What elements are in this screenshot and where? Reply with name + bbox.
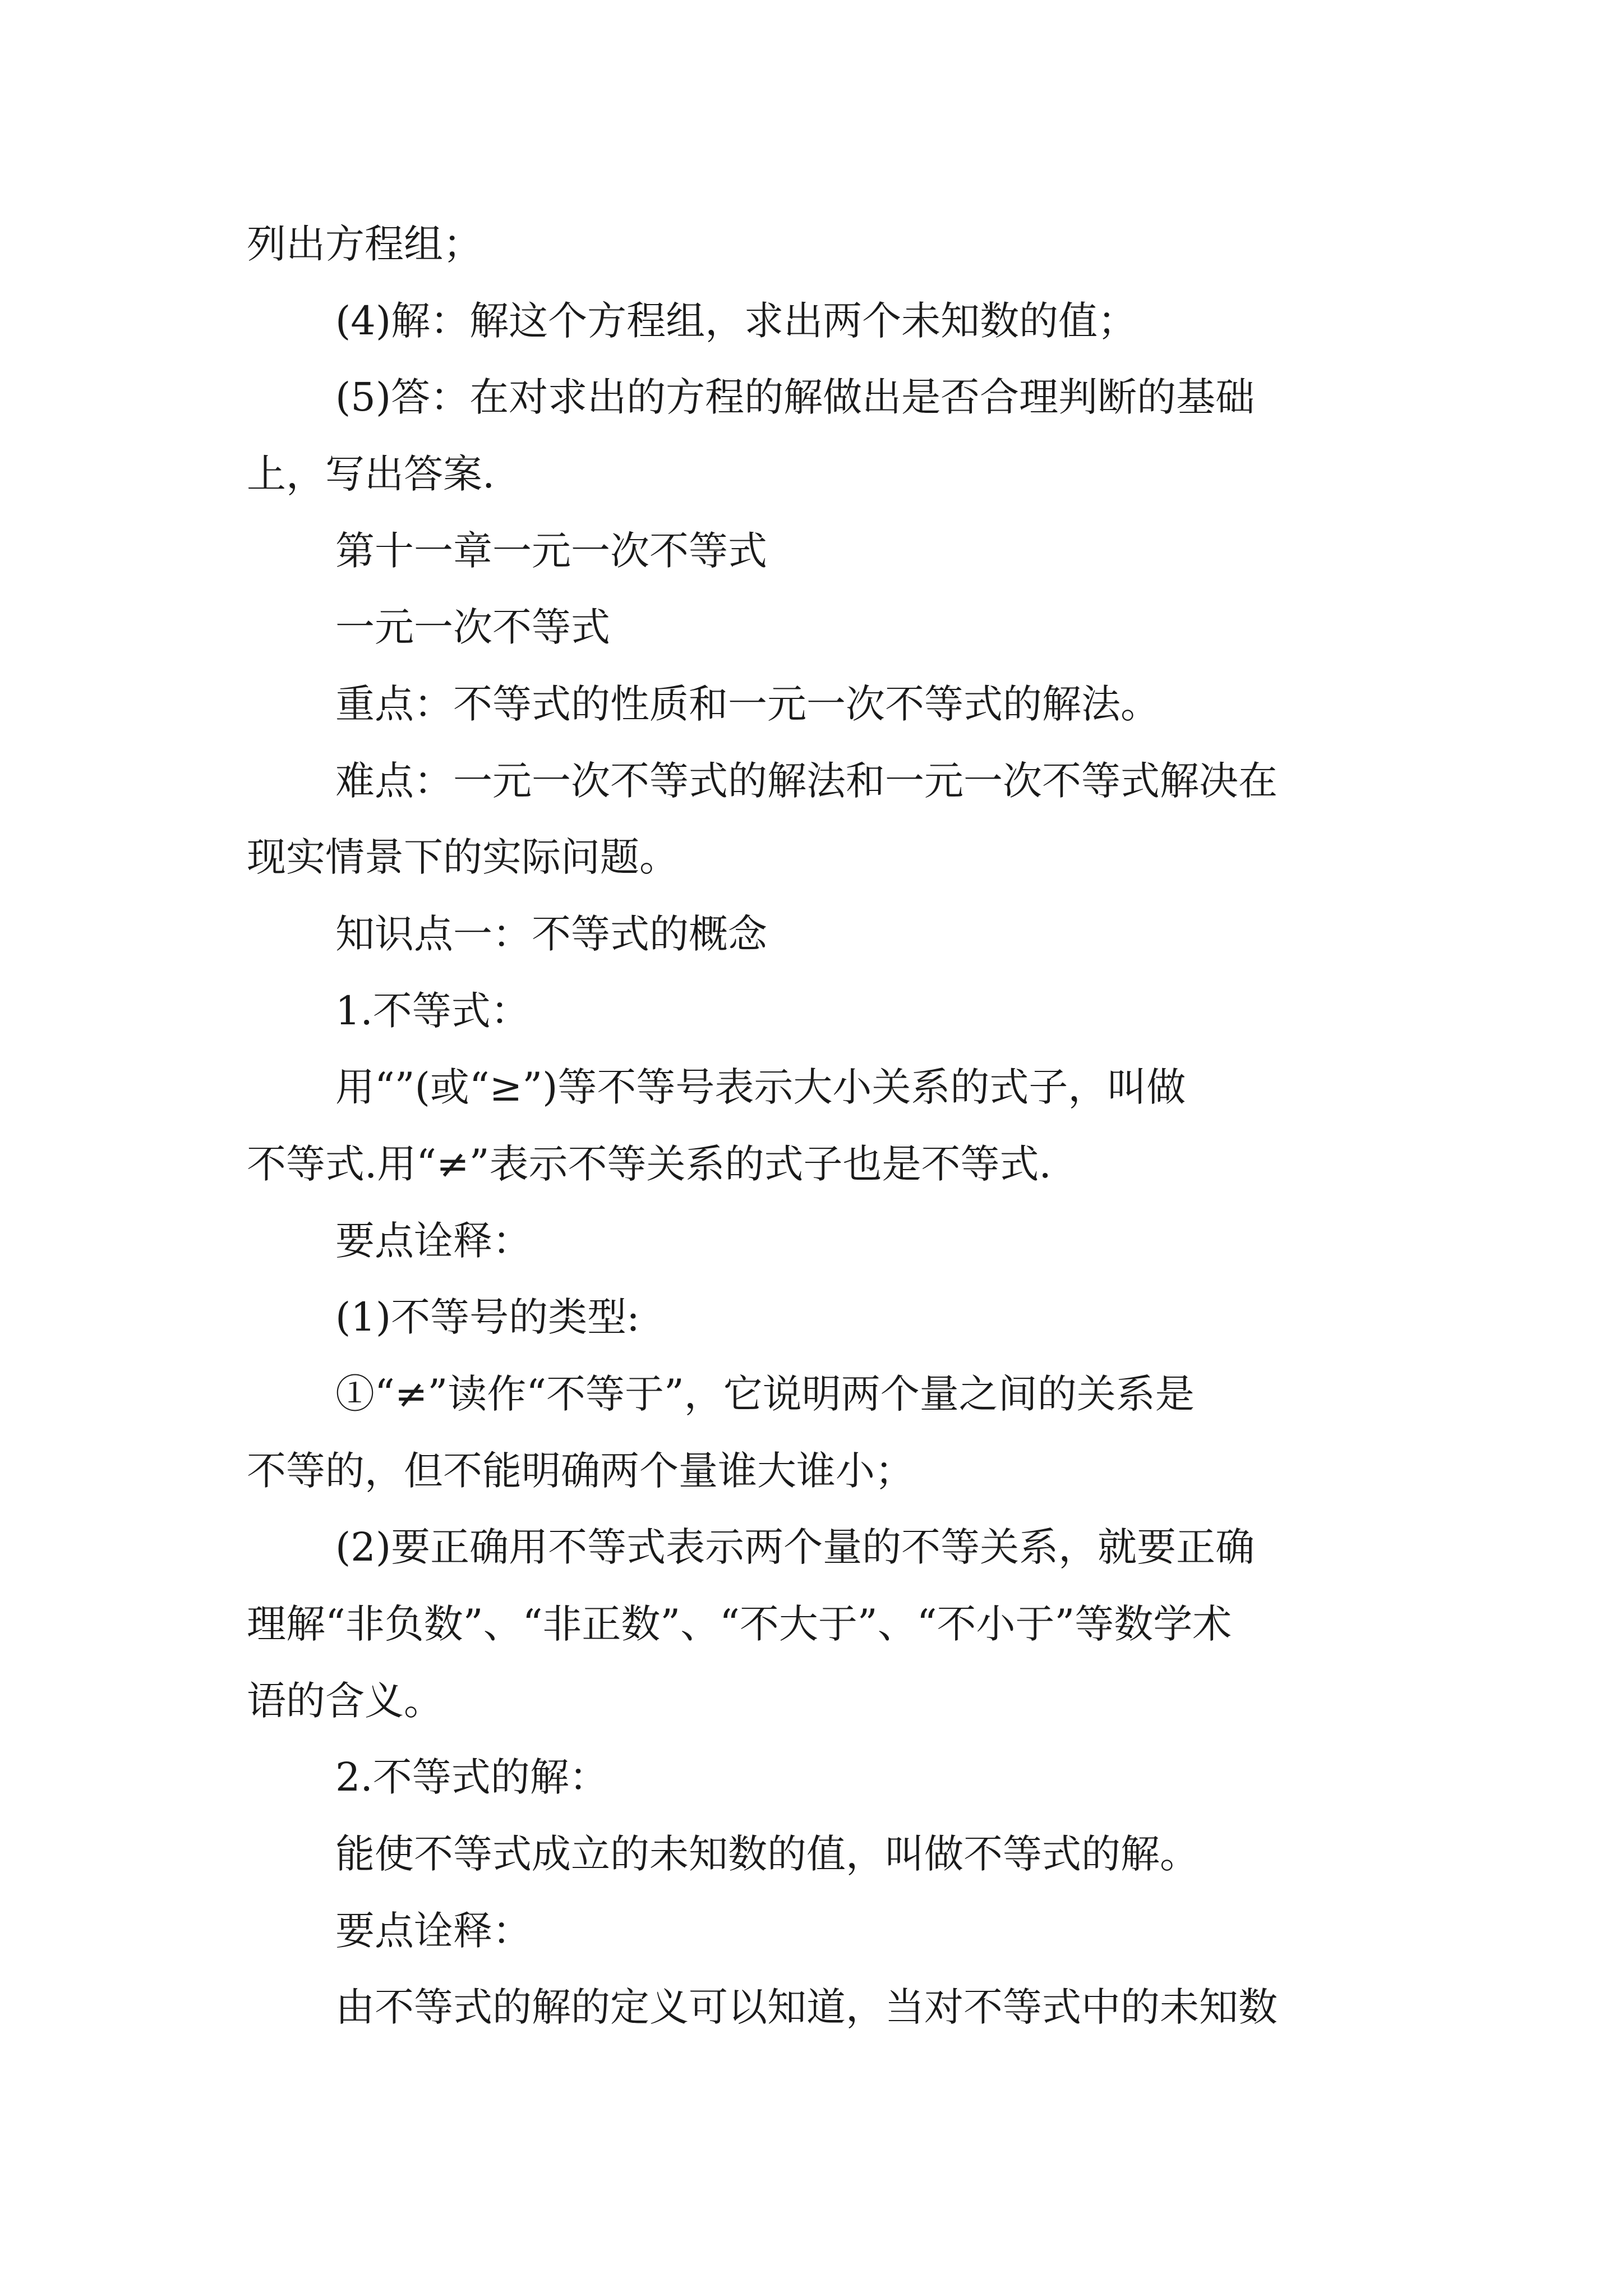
text-line: 现实情景下的实际问题。 — [247, 834, 679, 880]
text-line: (1)不等号的类型: — [335, 1294, 640, 1340]
text-line: 语的含义。 — [247, 1678, 443, 1724]
text-line: (2)要正确用不等式表示两个量的不等关系，就要正确 — [335, 1524, 1255, 1570]
text-line: 要点诠释： — [335, 1908, 532, 1954]
text-line: 要点诠释： — [335, 1218, 532, 1264]
text-line: 能使不等式成立的未知数的值，叫做不等式的解。 — [335, 1831, 1199, 1877]
chapter-title: 第十一章一元一次不等式 — [335, 528, 767, 574]
text-line: 上，写出答案. — [247, 451, 495, 497]
text-line: (4)解：解这个方程组，求出两个未知数的值； — [335, 298, 1137, 344]
text-line: ①“≠”读作“不等于”，它说明两个量之间的关系是 — [335, 1371, 1195, 1417]
text-line: 1.不等式： — [335, 988, 530, 1034]
text-line: 不等的，但不能明确两个量谁大谁小； — [247, 1448, 914, 1494]
text-line: 知识点一：不等式的概念 — [335, 911, 767, 957]
text-line: 不等式.用“≠”表示不等关系的式子也是不等式. — [247, 1141, 1052, 1187]
text-line: 用“”(或“≥”)等不等号表示大小关系的式子，叫做 — [335, 1064, 1186, 1110]
text-line: 理解“非负数”、“非正数”、“不大于”、“不小于”等数学术 — [247, 1601, 1232, 1647]
section-title: 一元一次不等式 — [335, 604, 610, 650]
text-line: 重点：不等式的性质和一元一次不等式的解法。 — [335, 681, 1160, 727]
text-line: 由不等式的解的定义可以知道，当对不等式中的未知数 — [335, 1984, 1278, 2030]
text-line: 2.不等式的解： — [335, 1754, 608, 1800]
text-line: 列出方程组； — [247, 221, 482, 267]
text-line: 难点：一元一次不等式的解法和一元一次不等式解决在 — [335, 758, 1278, 804]
text-line: (5)答：在对求出的方程的解做出是否合理判断的基础 — [335, 374, 1255, 420]
